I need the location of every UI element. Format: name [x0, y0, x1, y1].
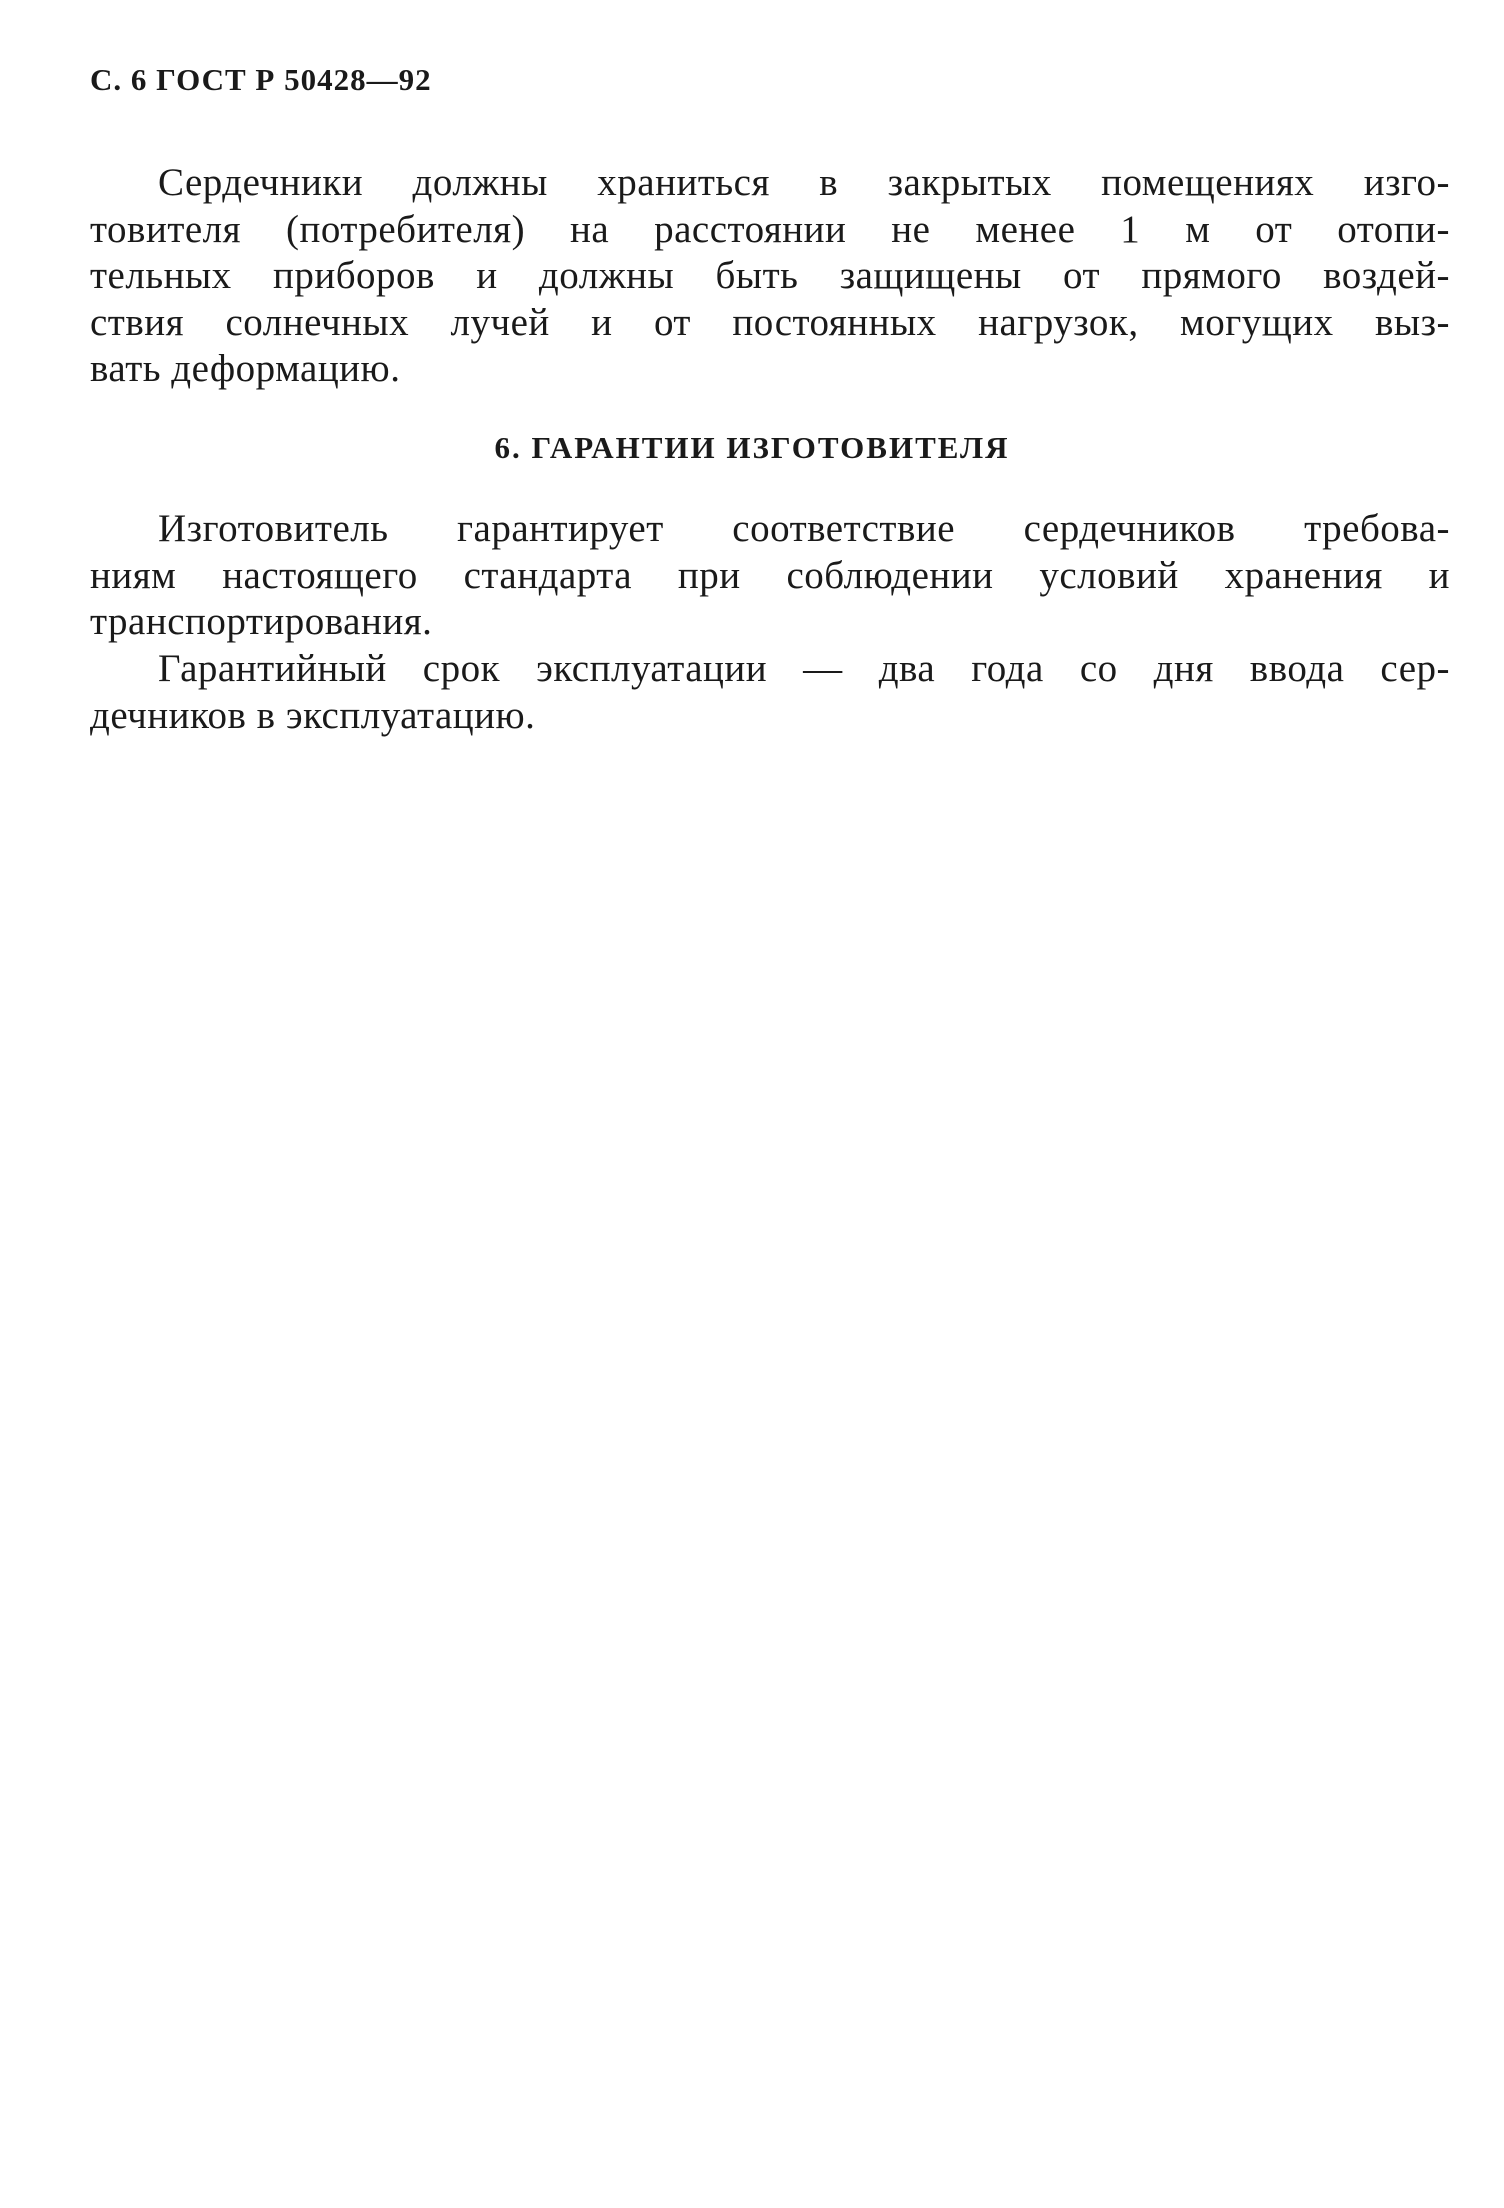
- storage-line-2: товителя (потребителя) на расстоянии не менее 1 м от отопи-: [90, 207, 1450, 251]
- storage-paragraph: [90, 160, 1450, 393]
- term-line-2: дечников в эксплуатацию.: [90, 693, 536, 737]
- guarantee-line-3: транспортирования.: [90, 600, 433, 643]
- storage-line-5: вать деформацию.: [90, 347, 401, 390]
- guarantee-line-2: ниям настоящего стандарта при соблюдении условий хранения и: [90, 553, 1450, 597]
- section-heading: 6. ГАРАНТИИ ИЗГОТОВИТЕЛЯ: [494, 430, 1010, 465]
- page-header: С. 6 ГОСТ Р 50428—92: [90, 62, 432, 97]
- storage-line-4: ствия солнечных лучей и от постоянных нагрузок, могущих выз-: [90, 300, 1450, 344]
- guarantee-line-1: Изготовитель гарантирует соответствие сердечников требова-: [158, 507, 1450, 550]
- term-line-1: Гарантийный срок эксплуатации — два года со дня ввода сер-: [158, 647, 1450, 690]
- term-paragraph: [90, 646, 1450, 739]
- storage-line-1: Сердечники должны храниться в закрытых помещениях изго-: [158, 161, 1450, 204]
- storage-line-3: тельных приборов и должны быть защищены от прямого воздей-: [90, 254, 1450, 297]
- guarantee-paragraph: [90, 506, 1450, 646]
